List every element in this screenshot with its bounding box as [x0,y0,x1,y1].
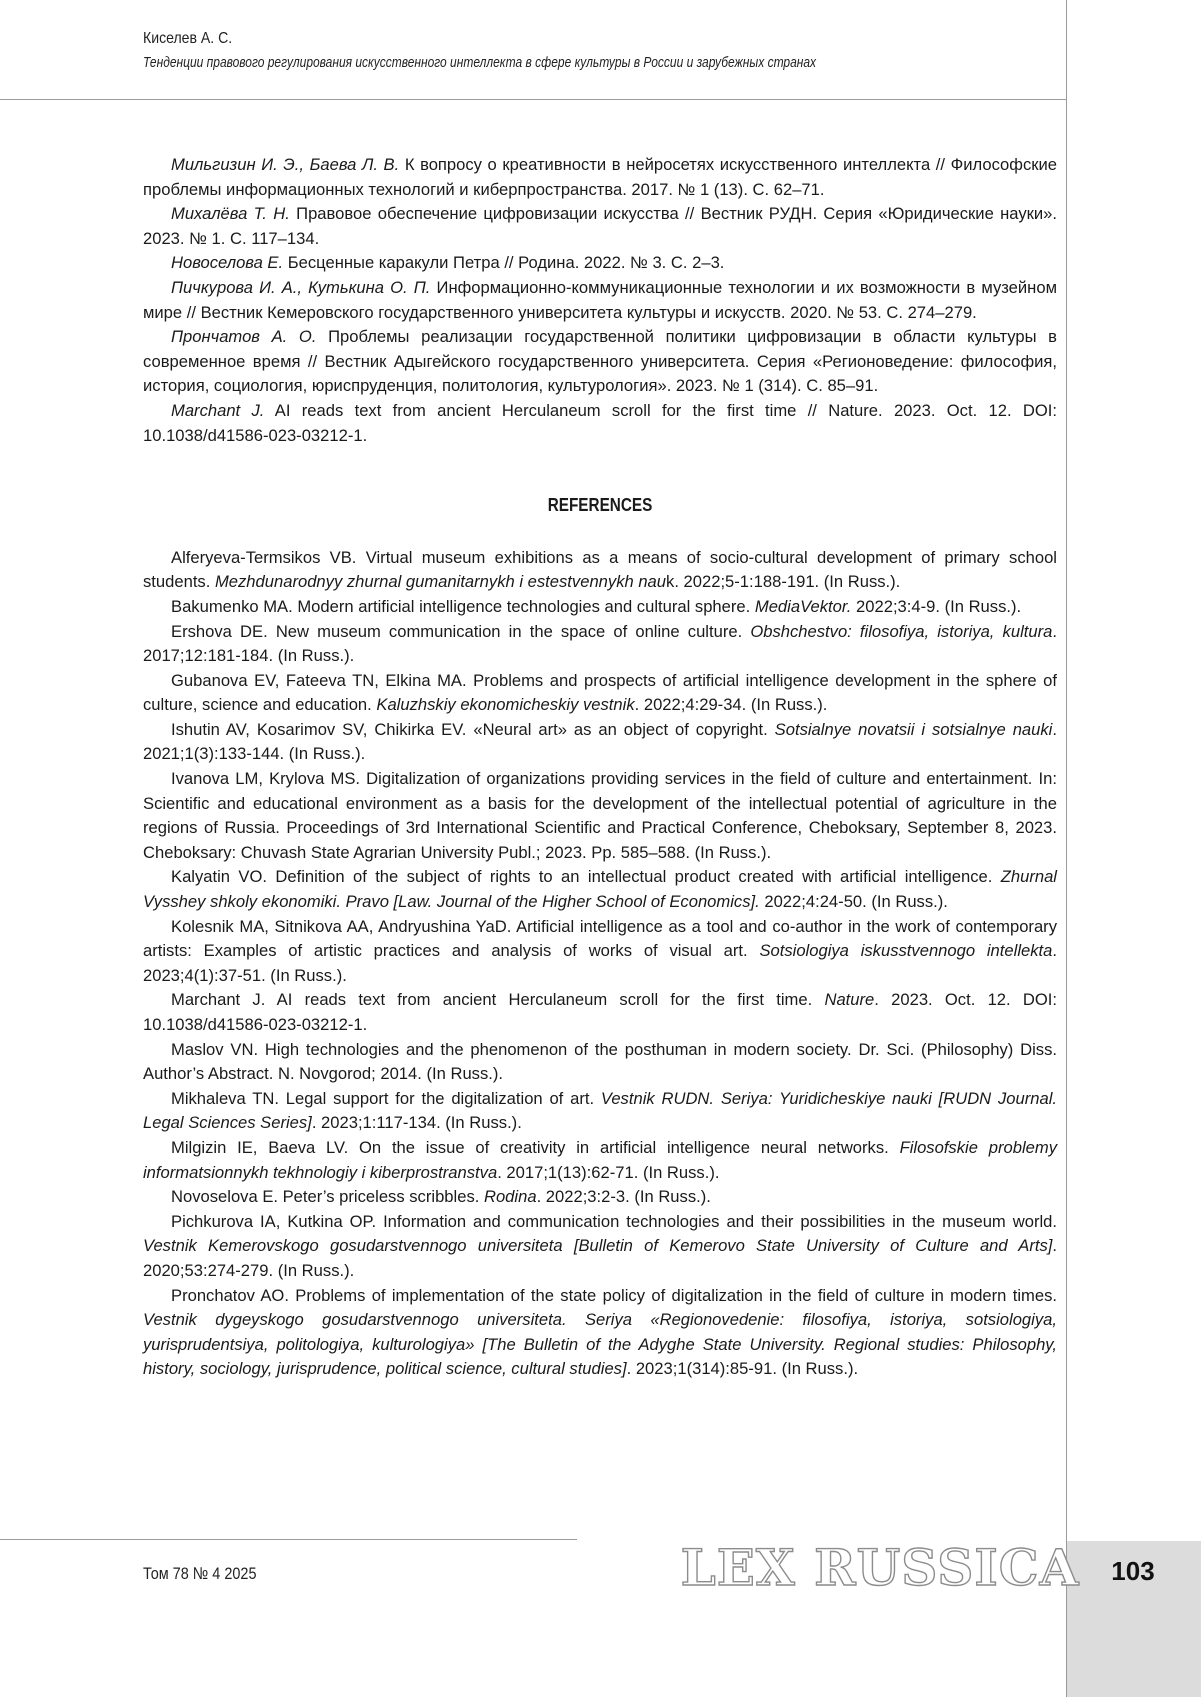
reference-entry [143,399,1057,448]
reference-text: Pronchatov AO. Problems of implementation of the state policy of digitalization in the field of culture in modern times. [171,1286,1057,1305]
running-header [143,30,1053,71]
reference-entry [143,1210,1057,1284]
reference-text: Ershova DE. New museum communication in the space of online culture. [171,622,750,641]
reference-details: . 2017;12:181-184. (In Russ.). [143,622,1057,666]
reference-text: Mikhaleva TN. Legal support for the digitalization of art. [171,1089,601,1108]
reference-text: К вопросу о креативности в нейросетях искусственного интеллекта // Философские проблемы информационных технологий и киберпространства. 2017. № 1 (13). С. 62–71. [143,155,1057,199]
reference-entry [143,251,1057,276]
reference-source: Zhurnal Vysshey shkoly ekonomiki. Pravo [Law. Journal of the Higher School of Economics]. [143,867,1057,911]
reference-text: Alferyeva-Termsikos VB. Virtual museum exhibitions as a means of socio-cultural development of primary school students. [143,548,1057,592]
reference-text: Maslov VN. High technologies and the phenomenon of the posthuman in modern society. Dr. Sci. (Philosophy) Diss. Author’s Abstract. N. Novgorod; 2014. (In Russ.). [143,1040,1057,1084]
reference-text: Pichkurova IA, Kutkina OP. Information and communication technologies and their possibilities in the museum world. [171,1212,1057,1231]
reference-text: Marchant J. AI reads text from ancient Herculaneum scroll for the first time. [171,990,824,1009]
logo-text: LEX RUSSICA [681,1538,1080,1597]
reference-authors: Пичкурова И. А., Кутькина О. П. [171,278,430,297]
reference-text: Ivanova LM, Krylova MS. Digitalization of organizations providing services in the field of culture and entertainment. In: Scientific and educational environment as a basis for the development of the intellectual potential of agriculture in the regions of Russia. Proceedings of 3rd International Scientific and Practical Conference, Cheboksary, September 8, 2023. Cheboksary: Chuvash State Agrarian University Publ.; 2023. Pp. 585–588. (In Russ.). [143,769,1057,862]
reference-source: MediaVektor. [755,597,852,616]
reference-entry [143,767,1057,865]
reference-details: . 2020;53:274-279. (In Russ.). [143,1236,1057,1280]
reference-list-body [143,153,1057,1382]
reference-details: . 2022;3:2-3. (In Russ.). [537,1187,711,1206]
reference-entry [143,546,1057,595]
reference-entry [143,865,1057,914]
reference-entry [143,202,1057,251]
reference-entry [143,153,1057,202]
reference-source: Obshchestvo: filosofiya, istoriya, kultura [750,622,1052,641]
reference-entry [143,1087,1057,1136]
reference-entry [143,325,1057,399]
reference-source: Filosofskie problemy informatsionnykh tekhnologiy i kiberprostranstva [143,1138,1057,1182]
reference-source: Nature [824,990,874,1009]
reference-source: Sotsialnye novatsii i sotsialnye nauki [775,720,1053,739]
reference-entry [143,1185,1057,1210]
reference-text: Ishutin AV, Kosarimov SV, Chikirka EV. «Neural art» as an object of copyright. [171,720,775,739]
references-heading: REFERENCES [212,493,989,518]
reference-source: Vestnik Kemerovskogo gosudarstvennogo universiteta [Bulletin of Kemerovo State University of Culture and Arts] [143,1236,1052,1255]
lex-russica-logo [728,1535,1033,1597]
reference-details: . 2023;4(1):37-51. (In Russ.). [143,941,1057,985]
reference-details: 2022;3:4-9. (In Russ.). [851,597,1021,616]
reference-details: 2022;4:24-50. (In Russ.). [760,892,948,911]
reference-source: Rodina [484,1187,537,1206]
header-article-title: Тенденции правового регулирования искусственного интеллекта в сфере культуры в России и зарубежных странах [143,54,871,71]
reference-text: Milgizin IE, Baeva LV. On the issue of creativity in artificial intelligence neural networks. [171,1138,900,1157]
reference-text: Проблемы реализации государственной политики цифровизации в области культуры в современное время // Вестник Адыгейского государственного университета. Серия «Регионоведение: философия, история, социология, юриспруденция, политология, культурология». 2023. № 1 (314). С. 85–91. [143,327,1057,395]
reference-details: . 2017;1(13):62-71. (In Russ.). [497,1163,719,1182]
reference-details: . 2023. Oct. 12. DOI: 10.1038/d41586-023-03212-1. [143,990,1057,1034]
reference-entry [143,276,1057,325]
reference-text: Правовое обеспечение цифровизации искусства // Вестник РУДН. Серия «Юридические науки». 2023. № 1. С. 117–134. [143,204,1057,248]
reference-source: Vestnik RUDN. Seriya: Yuridicheskiye nauki [RUDN Journal. Legal Sciences Series] [143,1089,1057,1133]
reference-entry [143,1284,1057,1382]
reference-entry [143,669,1057,718]
reference-details: k. 2022;5-1:188-191. (In Russ.). [666,572,900,591]
reference-text: Bakumenko MA. Modern artificial intelligence technologies and cultural sphere. [171,597,755,616]
reference-details: . 2023;1:117-134. (In Russ.). [312,1113,522,1132]
russian-reference-list [143,153,1057,448]
reference-source: Sotsiologiya iskusstvennogo intellekta [759,941,1052,960]
reference-entry [143,915,1057,989]
reference-source: Vestnik dygeyskogo gosudarstvennogo universiteta. Seriya «Regionovedenie: filosofiya, istoriya, sotsiologiya, yurisprudentsiya, politologiya, kulturologiya» [The Bulletin of the Adyghe State University. Regional studies: Philosophy, history, sociology, jurisprudence, political science, cultural studies] [143,1310,1057,1378]
reference-text: Kolesnik MA, Sitnikova AA, Andryushina YaD. Artificial intelligence as a tool and co-author in the work of contemporary artists: Examples of artistic practices and analysis of works of visual art. [143,917,1057,961]
reference-details: . 2021;1(3):133-144. (In Russ.). [143,720,1057,764]
reference-entry [143,1136,1057,1185]
right-margin-border [1066,0,1201,1697]
reference-entry [143,718,1057,767]
reference-authors: Мильгизин И. Э., Баева Л. В. [171,155,399,174]
reference-source: Kaluzhskiy ekonomicheskiy vestnik [376,695,634,714]
reference-authors: Новоселова Е. [171,253,283,272]
reference-details: . 2022;4:29-34. (In Russ.). [635,695,828,714]
reference-entry [143,620,1057,669]
header-divider [0,99,1066,100]
reference-entry [143,988,1057,1037]
footer-divider [0,1539,577,1540]
reference-authors: Прончатов А. О. [171,327,316,346]
journal-volume-issue: Том 78 № 4 2025 [143,1564,256,1584]
reference-text: Бесценные каракули Петра // Родина. 2022. № 3. С. 2–3. [283,253,724,272]
reference-authors: Михалёва Т. Н. [171,204,290,223]
header-author: Киселев А. С. [143,30,944,48]
reference-text: Kalyatin VO. Definition of the subject of rights to an intellectual product created with artificial intelligence. [171,867,1001,886]
reference-text: Информационно-коммуникационные технологии и их возможности в музейном мире // Вестник Кемеровского государственного университета культуры и искусств. 2020. № 53. С. 274–279. [143,278,1057,322]
reference-source: Mezhdunarodnyy zhurnal gumanitarnykh i estestvennykh nau [215,572,666,591]
reference-text: Novoselova E. Peter’s priceless scribbles. [171,1187,484,1206]
reference-text: AI reads text from ancient Herculaneum scroll for the first time // Nature. 2023. Oct. 12. DOI: 10.1038/d41586-023-03212-1. [143,401,1057,445]
reference-text: Gubanova EV, Fateeva TN, Elkina MA. Problems and prospects of artificial intelligence development in the sphere of culture, science and education. [143,671,1057,715]
page-number: 103 [1066,1556,1200,1587]
reference-authors: Marchant J. [171,401,264,420]
reference-entry [143,595,1057,620]
reference-details: . 2023;1(314):85-91. (In Russ.). [627,1359,859,1378]
reference-entry [143,1038,1057,1087]
english-reference-list [143,546,1057,1382]
